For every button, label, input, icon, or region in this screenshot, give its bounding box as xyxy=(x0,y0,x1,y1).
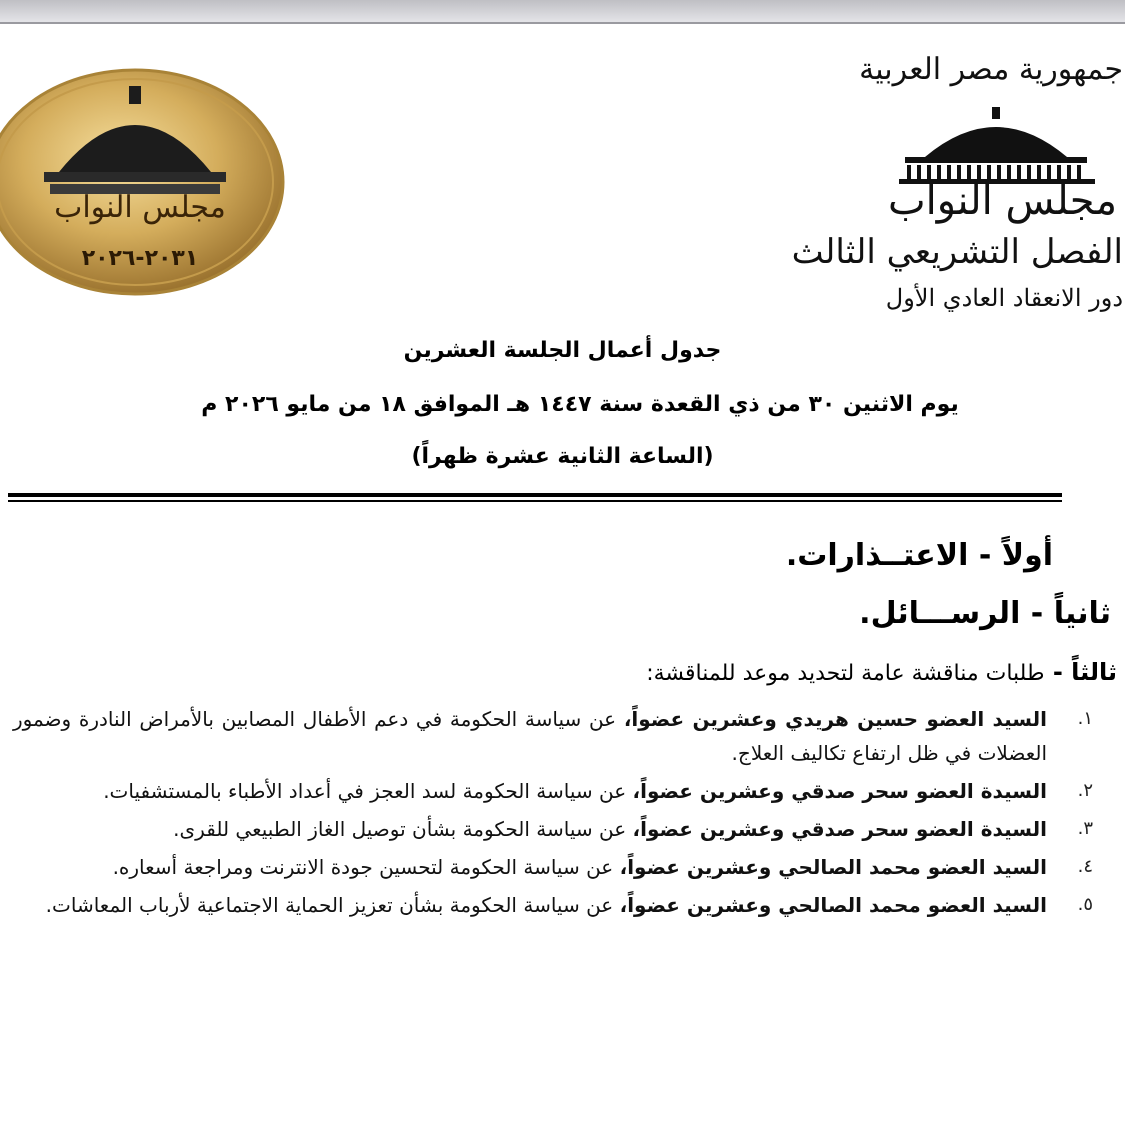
emblem-legislative-term: الفصل التشريعي الثالث xyxy=(791,232,1123,272)
item-subject: عن سياسة الحكومة لسد العجز في أعداد الأطباء بالمستشفيات. xyxy=(103,779,633,803)
session-time: (الساعة الثانية عشرة ظهراً) xyxy=(411,444,714,469)
scan-top-edge xyxy=(0,0,1125,22)
item-requester: السيدة العضو سحر صدقي وعشرين عضواً، xyxy=(632,779,1047,803)
list-item xyxy=(13,850,1093,884)
divider-thick xyxy=(8,493,1062,497)
session-date: يوم الاثنين ٣٠ من ذي القعدة سنة ١٤٤٧ هـ الموافق ١٨ من مايو ٢٠٢٦ م xyxy=(201,392,959,417)
section-third-label: ثالثاً - xyxy=(1044,658,1117,686)
item-number: ٢. xyxy=(1077,780,1093,801)
list-item xyxy=(13,774,1093,808)
document-title: جدول أعمال الجلسة العشرين xyxy=(403,338,722,363)
section-apologies: أولاً - الاعتــذارات. xyxy=(785,538,1053,573)
list-item xyxy=(13,888,1093,922)
item-requester: السيد العضو حسين هريدي وعشرين عضواً، xyxy=(623,707,1047,731)
section-letters: ثانياً - الرســـائل. xyxy=(859,596,1111,631)
divider-thin xyxy=(8,500,1062,502)
item-number: ٥. xyxy=(1077,894,1093,915)
parliament-dome-icon xyxy=(885,105,1107,185)
item-requester: السيد العضو محمد الصالحي وعشرين عضواً، xyxy=(619,855,1047,879)
item-number: ٤. xyxy=(1077,856,1093,877)
item-subject: عن سياسة الحكومة في دعم الأطفال المصابين بالأمراض النادرة وضمور العضلات في ظل ارتفاع تكاليف العلاج. xyxy=(13,707,1047,765)
list-item xyxy=(13,702,1093,770)
item-subject: عن سياسة الحكومة بشأن تعزيز الحماية الاجتماعية لأرباب المعاشات. xyxy=(45,893,620,917)
section-discussion-requests xyxy=(646,658,1117,686)
item-number: ٣. xyxy=(1077,818,1093,839)
medallion-years: ٢٠٣١-٢٠٢٦ xyxy=(81,246,199,271)
item-number: ١. xyxy=(1077,708,1093,729)
discussion-request-list xyxy=(13,702,1093,926)
emblem-country-name: جمهورية مصر العربية xyxy=(859,52,1123,87)
emblem-parliament-name: مجلس النواب xyxy=(887,178,1117,224)
item-requester: السيدة العضو سحر صدقي وعشرين عضواً، xyxy=(632,817,1047,841)
item-subject: عن سياسة الحكومة لتحسين جودة الانترنت ومراجعة أسعاره. xyxy=(112,855,620,879)
list-item xyxy=(13,812,1093,846)
scan-top-edge-line xyxy=(0,22,1125,24)
medallion-text: مجلس النواب xyxy=(54,190,226,225)
item-requester: السيد العضو محمد الصالحي وعشرين عضواً، xyxy=(619,893,1047,917)
emblem-session-round: دور الانعقاد العادي الأول xyxy=(885,284,1123,312)
item-subject: عن سياسة الحكومة بشأن توصيل الغاز الطبيعي للقرى. xyxy=(173,817,633,841)
section-third-text: طلبات مناقشة عامة لتحديد موعد للمناقشة: xyxy=(646,661,1045,686)
